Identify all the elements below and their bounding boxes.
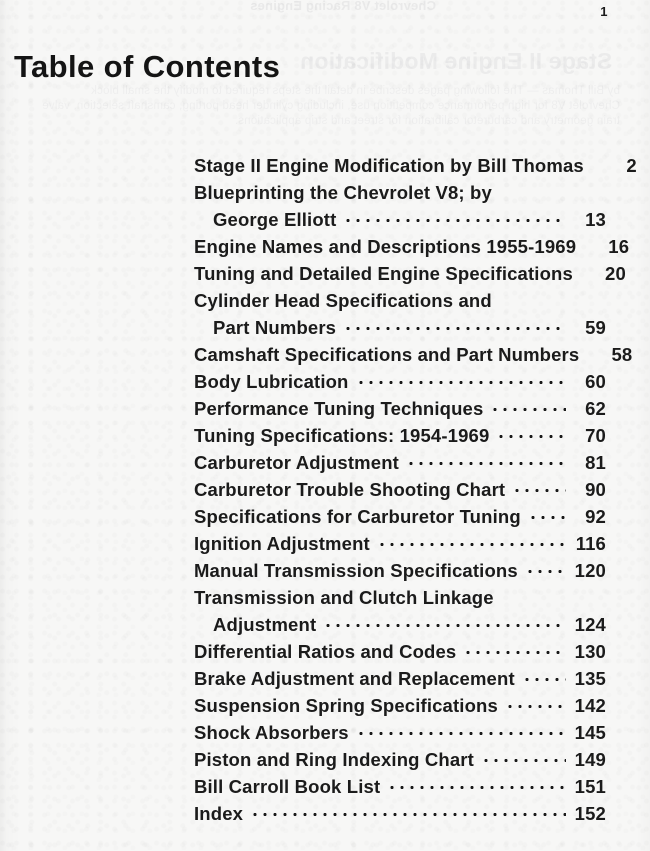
toc-entry[interactable] xyxy=(194,639,606,666)
toc-entry-title: Manual Transmission Specifications xyxy=(194,559,518,581)
toc-entry[interactable] xyxy=(194,315,606,342)
toc-dot-leader xyxy=(501,585,566,604)
toc-dot-leader xyxy=(250,801,566,820)
toc-entry-title: Piston and Ring Indexing Chart xyxy=(194,748,474,770)
toc-entry[interactable] xyxy=(194,180,606,207)
toc-entry-title: Transmission and Clutch Linkage xyxy=(194,586,494,608)
toc-dot-leader xyxy=(525,558,566,577)
toc-dot-leader xyxy=(387,774,566,793)
toc-dot-leader xyxy=(499,288,566,307)
toc-entry-page-number: 60 xyxy=(585,370,606,392)
toc-entry[interactable] xyxy=(194,369,606,396)
toc-dot-leader xyxy=(356,720,566,739)
toc-entry-page-number: 62 xyxy=(585,397,606,419)
toc-dot-leader xyxy=(591,153,597,172)
toc-entry-title: Cylinder Head Specifications and xyxy=(194,289,492,311)
toc-entry-title: Adjustment xyxy=(213,613,317,635)
page-title: Table of Contents xyxy=(14,48,281,84)
toc-entry[interactable] xyxy=(194,207,606,234)
toc-entry[interactable] xyxy=(194,504,606,531)
toc-entry-title: Index xyxy=(194,802,244,824)
bleed-through-running-head: Chevrolet V8 Racing Engines xyxy=(250,0,437,13)
toc-entry-title: Stage II Engine Modification by Bill Thomas xyxy=(194,154,584,176)
toc-entry-page-number: 130 xyxy=(574,640,606,662)
toc-dot-leader xyxy=(496,423,566,442)
toc-entry-title: Carburetor Adjustment xyxy=(194,451,399,473)
toc-entry-page-number: 120 xyxy=(574,559,606,581)
bleed-through-body-text: by Bill Thomas — The following pages describe in detail the steps required to modify the small block Chevrolet V8 for high performance competition use, including cylinder head porting, camshaft selection, valve train geometry and carburetor calibration for street and strip applications. xyxy=(42,85,620,127)
toc-entry-page-number: 116 xyxy=(575,532,606,554)
toc-entry-page-number: 2 xyxy=(626,154,637,176)
toc-dot-leader xyxy=(343,207,566,226)
toc-entry-page-number: 13 xyxy=(585,208,606,230)
toc-entry-title: Tuning and Detailed Engine Specifications xyxy=(194,262,573,284)
toc-dot-leader xyxy=(505,693,566,712)
toc-entry-title: Carburetor Trouble Shooting Chart xyxy=(194,478,506,500)
toc-dot-leader xyxy=(528,504,566,523)
toc-dot-leader xyxy=(499,180,566,199)
toc-dot-leader xyxy=(583,234,589,253)
toc-entry[interactable] xyxy=(194,531,606,558)
toc-entry[interactable] xyxy=(194,477,606,504)
toc-entry-page-number: 151 xyxy=(574,775,606,797)
toc-entry-title: Ignition Adjustment xyxy=(194,532,370,554)
toc-entry-page-number: 59 xyxy=(585,316,606,338)
toc-entry-page-number: 58 xyxy=(611,343,633,365)
toc-entry[interactable] xyxy=(194,774,606,801)
toc-entry[interactable] xyxy=(194,234,630,261)
toc-entry[interactable] xyxy=(194,558,606,585)
toc-entry-title: Shock Absorbers xyxy=(194,721,349,743)
toc-entry-page-number: 81 xyxy=(585,451,606,473)
toc-dot-leader xyxy=(481,747,566,766)
toc-entry[interactable] xyxy=(194,747,606,774)
toc-entry[interactable] xyxy=(194,342,633,369)
toc-entry[interactable] xyxy=(194,261,626,288)
toc-entry-title: Part Numbers xyxy=(213,316,337,338)
toc-entry-page-number: 124 xyxy=(574,613,606,635)
toc-entry-title: Bill Carroll Book List xyxy=(194,775,381,797)
toc-entry-title: Specifications for Carburetor Tuning xyxy=(194,505,521,527)
toc-dot-leader xyxy=(580,261,586,280)
toc-entry[interactable] xyxy=(194,693,606,720)
toc-entry[interactable] xyxy=(194,585,606,612)
toc-entry-page-number: 142 xyxy=(574,694,606,716)
toc-dot-leader xyxy=(323,612,566,631)
toc-entry-title: Camshaft Specifications and Part Numbers xyxy=(194,343,580,365)
toc-entry-title: Engine Names and Descriptions 1955-1969 xyxy=(194,235,577,257)
toc-dot-leader xyxy=(406,450,566,469)
toc-entry-page-number: 145 xyxy=(574,721,606,743)
toc-entry-page-number: 152 xyxy=(574,802,606,824)
toc-entry-page-number: 92 xyxy=(585,505,606,527)
toc-entry-title: Tuning Specifications: 1954-1969 xyxy=(194,424,490,446)
toc-entry-title: Suspension Spring Specifications xyxy=(194,694,498,716)
toc-dot-leader xyxy=(522,666,566,685)
toc-dot-leader xyxy=(512,477,566,496)
toc-entry[interactable] xyxy=(194,396,606,423)
toc-entry[interactable] xyxy=(194,153,637,180)
toc-entry[interactable] xyxy=(194,423,606,450)
toc-dot-leader xyxy=(343,315,566,334)
page-number-folio: 1 xyxy=(600,4,608,19)
table-of-contents-list xyxy=(194,153,637,828)
toc-entry[interactable] xyxy=(194,612,606,639)
toc-dot-leader xyxy=(377,531,566,550)
toc-entry-title: Brake Adjustment and Replacement xyxy=(194,667,515,689)
bleed-through-heading: Stage II Engine Modification xyxy=(300,48,613,74)
toc-entry[interactable] xyxy=(194,720,606,747)
toc-entry-page-number: 90 xyxy=(585,478,606,500)
toc-entry[interactable] xyxy=(194,666,606,693)
toc-entry-title: Body Lubrication xyxy=(194,370,349,392)
toc-entry[interactable] xyxy=(194,801,606,828)
toc-entry-title: Blueprinting the Chevrolet V8; by xyxy=(194,181,492,203)
toc-entry-page-number: 149 xyxy=(574,748,606,770)
toc-entry[interactable] xyxy=(194,288,606,315)
toc-entry-page-number: 20 xyxy=(605,262,626,284)
toc-dot-leader xyxy=(356,369,566,388)
toc-entry-title: George Elliott xyxy=(213,208,337,230)
toc-dot-leader xyxy=(490,396,566,415)
toc-entry-page-number: 70 xyxy=(585,424,606,446)
toc-dot-leader xyxy=(463,639,566,658)
toc-entry[interactable] xyxy=(194,450,606,477)
toc-entry-title: Performance Tuning Techniques xyxy=(194,397,484,419)
toc-entry-page-number: 135 xyxy=(574,667,606,689)
toc-entry-page-number: 16 xyxy=(608,235,630,257)
toc-entry-title: Differential Ratios and Codes xyxy=(194,640,457,662)
toc-dot-leader xyxy=(586,342,592,361)
